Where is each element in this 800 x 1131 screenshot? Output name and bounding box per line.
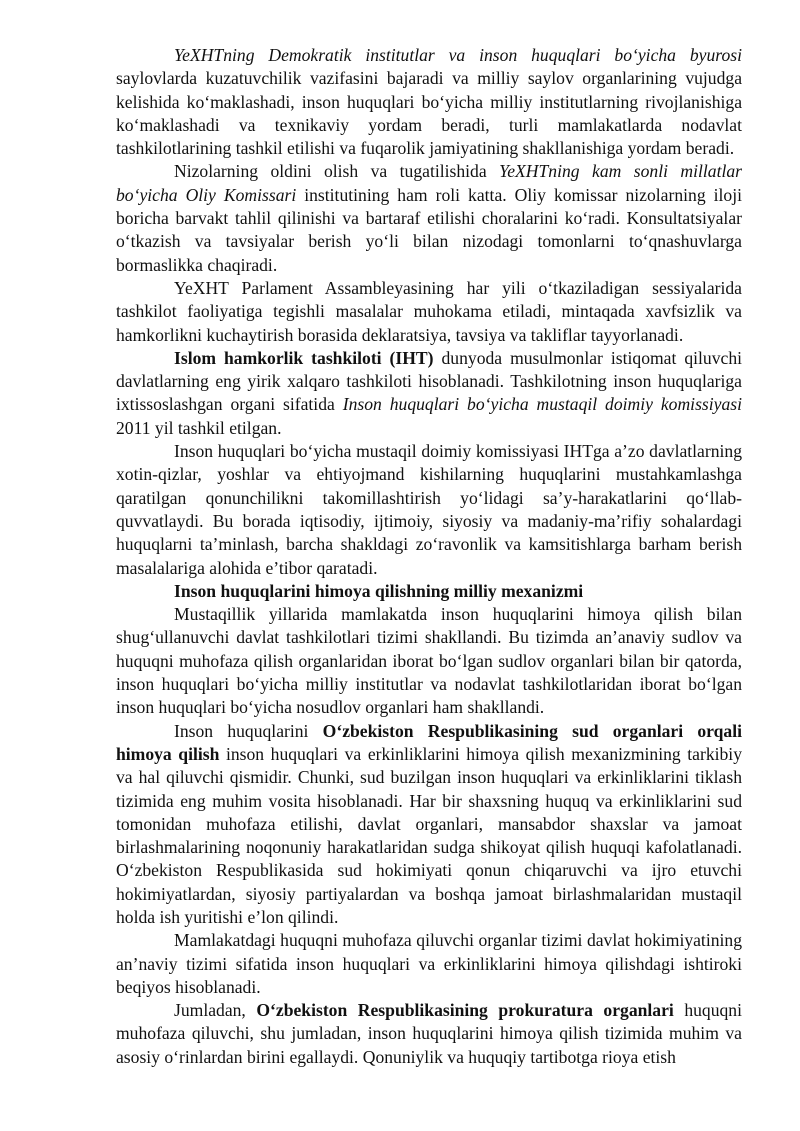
- paragraph-law-enforcement: Mamlakatdagi huquqni muhofaza qiluvchi organlar tizimi davlat hokimiyatining an’naviy tizimi sifatida inson huquqlari va erkinliklarini himoya qilishdagi ishtiroki beqiyos hisoblanadi.: [116, 930, 742, 997]
- oic-name: Islom hamkorlik tashkiloti (IHT): [174, 347, 434, 368]
- paragraph-prosecution: Jumladan, O‘zbekiston Respublikasining prokuratura organlari huquqni muhofaza qiluvchi, shu jumladan, inson huquqlarini himoya qilish tizimida muhim va asosiy o‘rinlardan birini egallaydi. Qonuniylik va huquqiy tartibotga rioya etish: [116, 1000, 742, 1067]
- section-heading: Inson huquqlarini himoya qilishning milliy mexanizmi: [174, 580, 584, 601]
- high-commissioner-name: YeXHTning kam sonli millatlar bo‘yicha Oliy Komissari: [116, 161, 742, 205]
- courts-term: O‘zbekiston Respublikasining sud organlari orqali himoya qilish: [116, 720, 742, 764]
- oic-commission-name: Inson huquqlari bo‘yicha mustaqil doimiy komissiyasi: [342, 394, 742, 415]
- osce-odihr-name: YeXHTning Demokratik institutlar va inson huquqlari bo‘yicha byurosi: [174, 45, 742, 65]
- paragraph-oic-commission: Inson huquqlari bo‘yicha mustaqil doimiy komissiyasi IHTga a’zo davlatlarning xotin-qizlar, yoshlar va ehtiyojmand kishilarning huquqlarini mustahkamlashga qaratilgan qonunchilikni takomillashtirish yo‘lidagi sa’y-harakatlarini qo‘llab-quvvatlaydi. Bu borada iqtisodiy, ijtimoiy, siyosiy va madaniy-ma’rifiy sohalardagi huquqlarni ta’minlash, barcha shakldagi zo‘ravonlik va kamsitishlarga barham berish masalalariga alohida e’tibor qaratadi.: [116, 441, 742, 578]
- paragraph-parliamentary-assembly: YeXHT Parlament Assambleyasining har yili o‘tkaziladigan sessiyalarida tashkilot faoliyatiga tegishli masalalar muhokama etiladi, mintaqada xavfsizlik va hamkorlikni kuchaytirish borasida deklaratsiya, tavsiya va takliflar tayyorlanadi.: [116, 277, 742, 345]
- paragraph-osce-odihr: YeXHTning Demokratik institutlar va inson huquqlari bo‘yicha byurosi saylovlarda kuzatuvchilik vazifasini bajaradi va milliy saylov organlarining vujudga kelishida ko‘maklashadi, inson huquqlari bo‘yicha milliy institutlarning rivojlanishiga ko‘maklashadi va texnikaviy yordam beradi, turli mamlakatlarda nodavlat tashkilotlarining tashkil etilishi va fuqarolik jamiyatining shakllanishiga yordam beradi.: [116, 45, 742, 159]
- paragraph-high-commissioner: Nizolarning oldini olish va tugatilishida YeXHTning kam sonli millatlar bo‘yicha Oliy Komissari institutining ham roli katta. Oliy komissar nizolarning iloji boricha barvakt tahlil qilinishi va bartaraf etilishi choralarini ko‘radi. Konsultatsiyalar o‘tkazish va tavsiyalar berish yo‘li bilan nizodagi tomonlarni to‘qnashuvlarga bormaslikka chaqiradi.: [116, 161, 742, 275]
- paragraph-oic: Islom hamkorlik tashkiloti (IHT) dunyoda musulmonlar istiqomat qiluvchi davlatlarning eng yirik xalqaro tashkiloti hisoblanadi. Tashkilotning inson huquqlariga ixtissoslashgan organi sifatida Inson huquqlari bo‘yicha mustaqil doimiy komissiyasi 2011 yil tashkil etilgan.: [116, 347, 743, 438]
- paragraph-national-system: Mustaqillik yillarida mamlakatda inson huquqlarini himoya qilish bilan shug‘ullanuvchi davlat tashkilotlari tizimi shakllandi. Bu tizimda an’anaviy sudlov va huquqni muhofaza qilish organlaridan iborat bo‘lgan sudlov organlari bilan bir qatorda, inson huquqlari bo‘yicha milliy institutlar va nodavlat tashkilotlaridan iborat bo‘lgan inson huquqlari bo‘yicha nosudlov organlari ham shakllandi.: [116, 604, 742, 718]
- prosecution-term: O‘zbekiston Respublikasining prokuratura organlari: [256, 1000, 674, 1021]
- paragraph-courts: Inson huquqlarini O‘zbekiston Respublikasining sud organlari orqali himoya qilish inson huquqlari va erkinliklarini himoya qilish mexanizmining tarkibiy va hal qiluvchi qismidir. Chunki, sud buzilgan inson huquqlari va erkinliklarini tiklash tizimida eng muhim vosita hisoblanadi. Har bir shaxsning huquq va erkinliklarini sud tomonidan muhofaza etilishi, davlat organlari, mansabdor shaxslar va jamoat birlashmalarining noqonuniy harakatlaridan sudga shikoyat qilish huquqi kafolatlanadi. O‘zbekiston Respublikasida sud hokimiyati qonun chiqaruvchi va ijro etuvchi hokimiyatlardan, siyosiy partiyalardan va boshqa jamoat birlashmalaridan mustaqil holda ish yuritishi e’lon qilindi.: [116, 720, 742, 927]
